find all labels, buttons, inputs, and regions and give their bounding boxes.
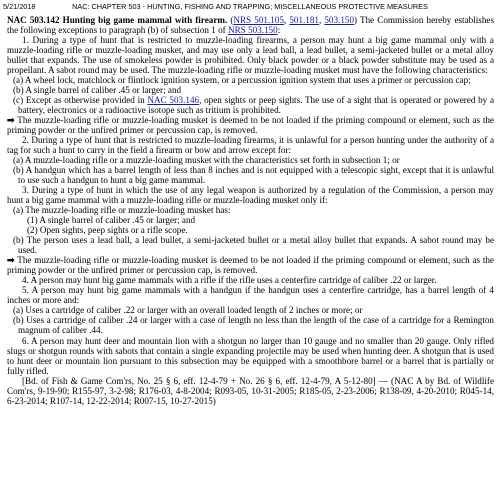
section-intro: The Commission hereby establishes the following exceptions to paragraph (b) of subsection 1 of: [7, 15, 494, 36]
link-intro-nrs-503-150[interactable]: NRS 503.150: [227, 25, 278, 36]
link-nrs-501-105[interactable]: NRS 501.105: [233, 15, 284, 25]
print-date: 5/21/2018: [3, 2, 36, 11]
history-note: [Bd. of Fish & Game Com'rs, No. 25 § 6, eff. 12-4-79 + No. 26 § 6, eff. 12-4-79, A 5-12-80] — (NAC A by Bd. of Wildlife Com'rs, 9-19-90; R155-97, 3-2-98; R176-03, 4-8-2004; R093-05, 10-31-2005; R185-05, 2-23-2006; R138-09, 4-20-2010; R045-14, 6-23-2014; R107-14, 12-22-2014; R007-15, 10-27-2015): [7, 375, 494, 406]
subsection-2b: (b) A handgun which has a barrel length of less than 8 inches and is not equipped with a telescopic sight, except that it is unlawful to use such a handgun to hunt a big game mammal.: [13, 165, 494, 186]
subsection-3a: (a) The muzzle-loading rifle or muzzle-loading musket has:: [13, 205, 231, 216]
section-heading-paragraph: NAC 503.142 Hunting big game mammal with firearm. (NRS 501.105, 501.181, 503.150) The Commission hereby establishes the following exceptions to paragraph (b) of subsection 1 of NRS 503.150:: [7, 15, 494, 36]
subsection-1b: (b) A single barrel of caliber .45 or larger; and: [13, 85, 182, 96]
subsection-2: 2. During a type of hunt that is restricted to muzzle-loading firearms, it is unlawful for a person hunting under the authority of a tag for such a hunt to carry in the field a firearm or bow and arrow except for:: [7, 135, 494, 156]
subsection-5b: (b) Uses a cartridge of caliber .24 or larger with a case of length no less than the length of the case of a cartridge for a Remington magnum of caliber .44.: [13, 315, 494, 336]
section-title: NAC 503.142 Hunting big game mammal with firearm.: [7, 15, 228, 25]
arrow-icon: ➡: [7, 115, 15, 126]
subsection-2a: (a) A muzzle-loading rifle or a muzzle-loading musket with the characteristics set forth in subsection 1; or: [13, 155, 400, 166]
subsection-3b: (b) The person uses a lead ball, a lead bullet, a semi-jacketed bullet or a metal alloy bullet that expands. A sabot round may be used.: [13, 235, 494, 256]
link-nrs-503-150[interactable]: 503.150: [324, 15, 355, 25]
subsection-3-note: ➡ The muzzle-loading rifle or muzzle-loading musket is deemed to be not loaded if the priming compound or element, such as the priming powder or the unfired primer or percussion cap, is removed.: [7, 255, 494, 276]
subsection-1: 1. During a type of hunt that is restricted to muzzle-loading firearms, a person may hunt a big game mammal only with a muzzle-loading rifle or muzzle-loading musket, and may use only a lead ball, a lead bullet, a semi-jacketed bullet or a metal alloy bullet that expands. The use of smokeless powder is prohibited. Only black powder or a black powder substitute may be used as a propellant. A sabot round may be used. The muzzle-loading rifle or muzzle-loading musket must have the following characteristics:: [7, 35, 494, 76]
subsection-3a1: (1) A single barrel of caliber .45 or larger; and: [27, 215, 196, 226]
arrow-icon: ➡: [7, 255, 15, 266]
regulation-document: [7, 15, 494, 406]
chapter-title: NAC: CHAPTER 503 - HUNTING, FISHING AND TRAPPING; MISCELLANEOUS PROTECTIVE MEASURES: [72, 2, 428, 11]
subsection-3: 3. During a type of hunt in which the use of any legal weapon is authorized by a regulation of the Commission, a person may hunt a big game mammal with a muzzle-loading rifle or muzzle-loading musket only if:: [7, 185, 494, 206]
subsection-4: 4. A person may hunt big game mammals with a rifle if the rifle uses a centerfire cartridge of caliber .22 or larger.: [22, 275, 437, 286]
subsection-1c: (c) Except as otherwise provided in NAC 503.146, open sights or peep sights. The use of a sight that is operated or powered by a battery, electronics or a radioactive isotope such as tritium is prohibited.: [13, 95, 495, 116]
link-nac-503-146[interactable]: NAC 503.146: [147, 95, 200, 106]
subsection-6: 6. A person may hunt deer and mountain lion with a shotgun no larger than 10 gauge and no smaller than 20 gauge. Only rifled slugs or shotgun rounds with sabots that contain a single expanding projectile may be used when hunting deer. A shotgun that is used to hunt deer or mountain lion pursuant to this subsection may be equipped with a smoothbore barrel or a barrel that is partially or fully rifled.: [7, 335, 494, 376]
page-header: [3, 2, 497, 14]
subsection-5: 5. A person may hunt big game mammals with a handgun if the handgun uses a centerfire cartridge, has a barrel length of 4 inches or more and:: [7, 285, 494, 306]
subsection-1-note: ➡ The muzzle-loading rifle or muzzle-loading musket is deemed to be not loaded if the priming compound or element, such as the priming powder or the unfired primer or percussion cap, is removed.: [7, 115, 494, 136]
link-nrs-501-181[interactable]: 501.181: [289, 15, 319, 25]
subsection-1a: (a) A wheel lock, matchlock or flintlock ignition system, or a percussion ignition system that uses a primer or percussion cap;: [13, 75, 471, 86]
subsection-3a2: (2) Open sights, peep sights or a rifle scope.: [27, 225, 188, 236]
subsection-5a: (a) Uses a cartridge of caliber .22 or larger with an overall loaded length of 2 inches or more; or: [13, 305, 363, 316]
